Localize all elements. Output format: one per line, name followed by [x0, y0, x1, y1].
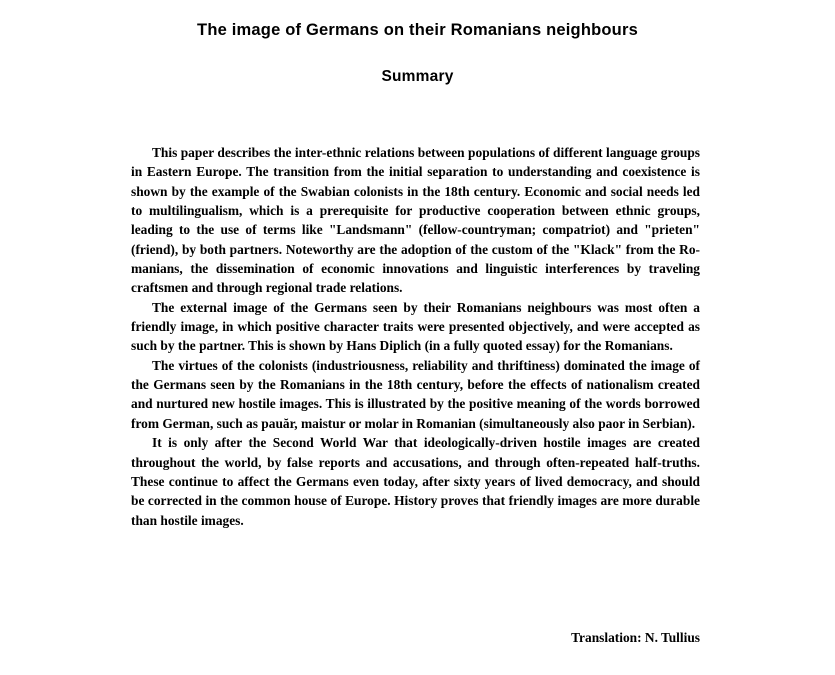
summary-body	[131, 143, 700, 530]
translator-credit: Translation: N. Tullius	[571, 630, 700, 645]
paragraph-3: The virtues of the colonists (industriousness, reliability and thriftiness) dominated the image of the Germans seen by the Romanians in the 18th century, before the effects of nationalism created and nurtured new hostile images. This is illustrated by the positive meaning of the words borrowed from German, such as pauăr, maistur or molar in Romanian (simultaneously also paor in Serbian).	[131, 357, 700, 431]
section-heading-summary: Summary	[381, 68, 454, 85]
page-title: The image of Germans on their Romanians neighbours	[197, 21, 638, 39]
paragraph-4: It is only after the Second World War that ideologically-driven hostile images are created throughout the world, by false reports and accusations, and through often-repeated half-truths. These continue to affect the Germans even today, after sixty years of lived democracy, and should be corrected in the common house of Europe. History proves that friendly images are more durable than hostile images.	[131, 435, 700, 528]
paragraph-2: The external image of the Germans seen by their Romanians neighbours was most often a friendly image, in which positive character traits were presented objectively, and were accepted as such by the partner. This is shown by Hans Diplich (in a fully quoted essay) for the Romanians.	[131, 299, 700, 354]
paragraph-1: This paper describes the inter-ethnic relations between populations of different language groups in Eastern Europe. The transition from the initial separation to understanding and coexistence is shown by the example of the Swabian colonists in the 18th century. Economic and social needs led to multilingualism, which is a prerequisite for productive cooperation between ethnic groups, leading to the use of terms like "Landsmann" (fellow-countryman; compatriot) and "prieten" (friend), by both partners. Noteworthy are the adoption of the custom of the "Klack" from the Romanians, the dissemination of economic innovations and linguistic interferences by traveling craftsmen and through regional trade relations.	[131, 145, 700, 296]
